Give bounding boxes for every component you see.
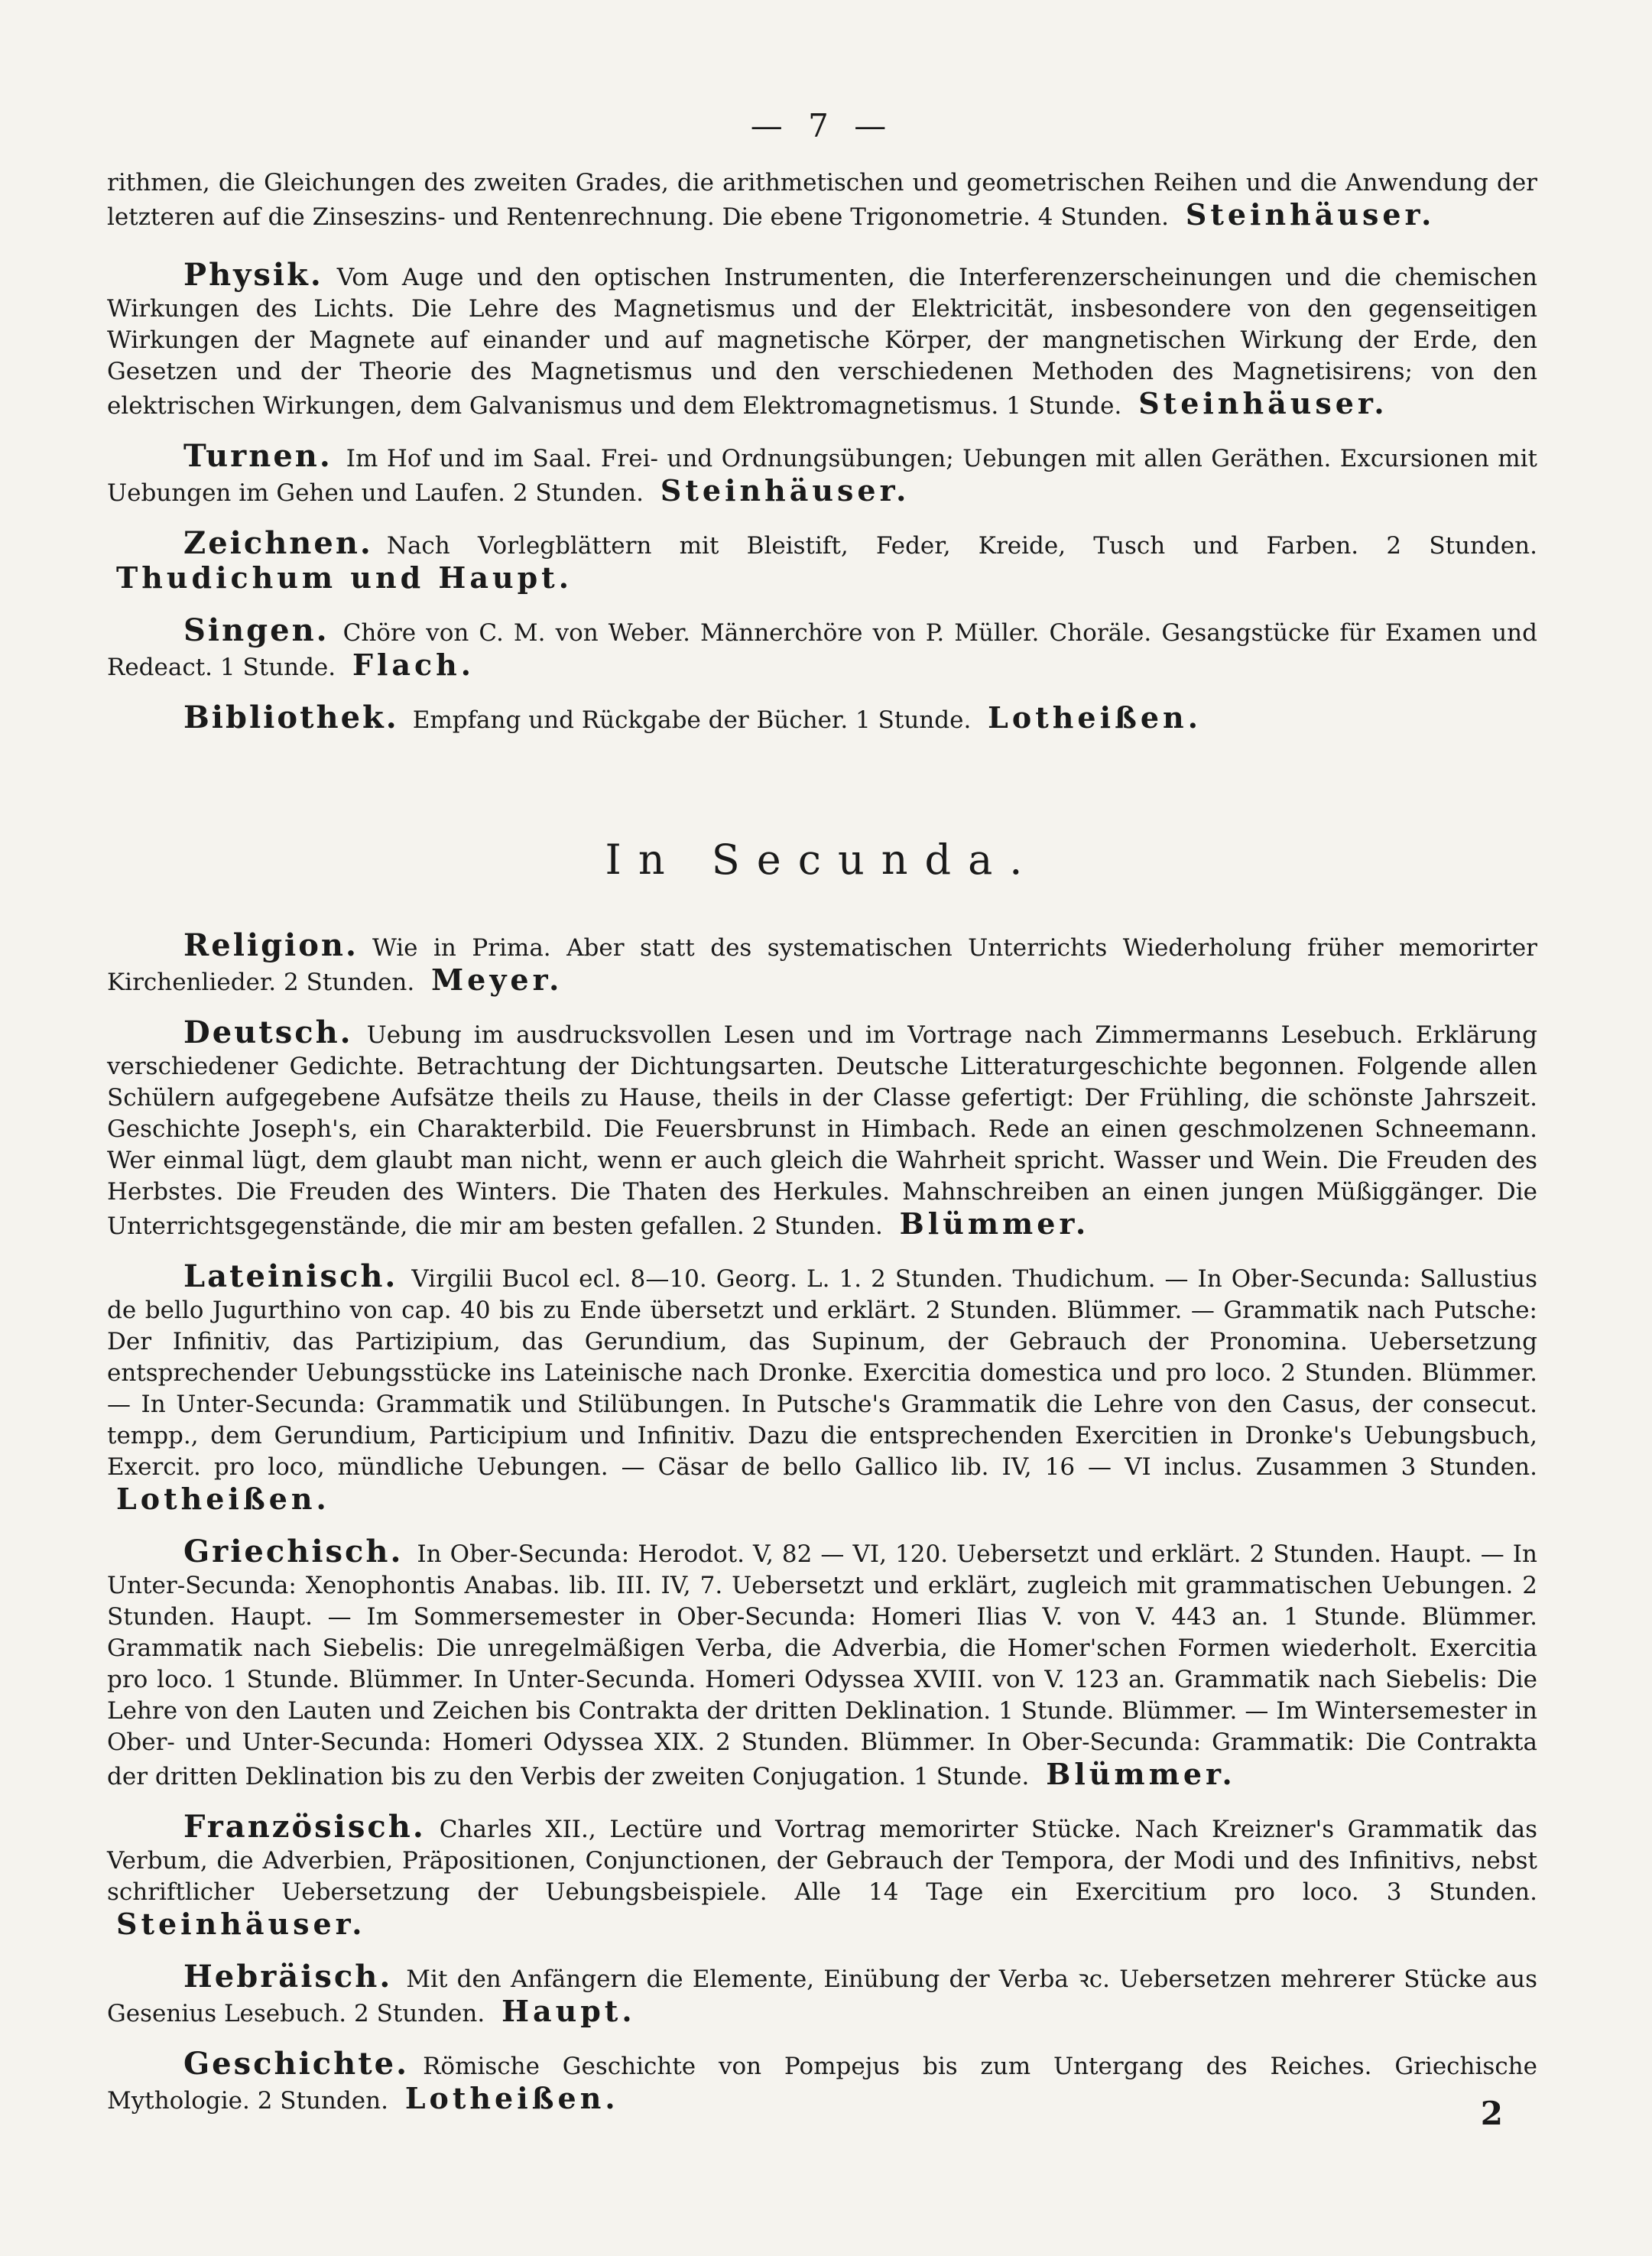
subject-heading: Religion. (183, 927, 359, 963)
teacher-name: Blümmer. (899, 1206, 1090, 1241)
subject-heading: Bibliothek. (183, 700, 399, 735)
subject-text: Nach Vorlegblättern mit Bleistift, Feder, Kreide, Tusch und Farben. 2 Stunden. (386, 532, 1537, 560)
subject-franzoesisch (107, 1811, 1537, 1943)
teacher-name: Lotheißen. (988, 700, 1202, 735)
subject-text: Empfang und Rückgabe der Bücher. 1 Stunde. (412, 706, 972, 734)
subject-heading: Hebräisch. (183, 1959, 393, 1995)
subject-heading: Griechisch. (183, 1534, 404, 1569)
subject-physik (107, 259, 1537, 422)
subject-heading: Zeichnen. (183, 525, 373, 561)
teacher-name: Steinhäuser. (1138, 386, 1388, 420)
subject-heading: Geschichte. (183, 2046, 410, 2082)
subject-singen (107, 612, 1537, 683)
subject-lateinisch (107, 1258, 1537, 1518)
teacher-name: Lotheißen. (116, 1482, 330, 1516)
teacher-name: Thudichum und Haupt. (116, 560, 573, 595)
subject-religion (107, 927, 1537, 998)
subject-bibliothek (107, 702, 1537, 736)
subject-heading: Französisch. (183, 1809, 426, 1845)
subject-griechisch (107, 1536, 1537, 1793)
subject-text: Römische Geschichte von Pompejus bis zum Untergang des Reiches. Griechische Mythologie. 2 Stunden. (107, 2053, 1537, 2115)
teacher-name: Blümmer. (1046, 1757, 1236, 1791)
intro-paragraph (107, 167, 1537, 233)
subject-text: Chöre von C. M. von Weber. Männerchöre von P. Müller. Choräle. Gesangstücke für Examen und Redeact. 1 Stunde. (107, 619, 1537, 681)
teacher-name: Lotheißen. (404, 2081, 619, 2115)
section-title: In Secunda. (605, 836, 1040, 884)
teacher-name: Meyer. (431, 962, 563, 997)
subject-heading: Deutsch. (183, 1014, 353, 1050)
teacher-name: Steinhäuser. (1185, 197, 1436, 232)
subject-deutsch (107, 1014, 1537, 1242)
teacher-name: Steinhäuser. (660, 473, 910, 508)
teacher-name: Flach. (352, 648, 475, 682)
subject-text: Vom Auge und den optischen Instrumenten, die Interferenzerscheinungen und die chemischen Wirkungen des Lichts. Die Lehre des Magnetismus und der Elektricität, insbesondere von den gegenseitigen Wirkungen der Magnete auf einander und auf magnetische Körper, der mangnetischen Wirkung der Erde, den Gesetzen und der Theorie des Magnetismus und den verschiedenen Methoden des Magnetisirens; von den elektrischen Wirkungen, dem Galvanismus und dem Elektromagnetismus. 1 Stunde. (107, 264, 1537, 420)
subject-heading: Singen. (183, 612, 329, 648)
teacher-name: Haupt. (501, 1994, 636, 2028)
subject-heading: Turnen. (183, 438, 333, 474)
subject-zeichnen (107, 527, 1537, 596)
subject-text: Mit den Anfängern die Elemente, Einübung der Verba ꝛc. Uebersetzen mehrerer Stücke aus Gesenius Lesebuch. 2 Stunden. (107, 1965, 1537, 2027)
subject-text: Charles XII., Lectüre und Vortrag memorirter Stücke. Nach Kreizner's Grammatik das Verbum, die Adverbien, Präpositionen, Conjunctionen, der Gebrauch der Tempora, der Modi und des Infinitivs, nebst schriftlicher Uebersetzung der Uebungsbeispiele. Alle 14 Tage ein Exercitium pro loco. 3 Stunden. (107, 1816, 1537, 1906)
subject-hebraeisch (107, 1961, 1537, 2030)
subject-text: Uebung im ausdrucksvollen Lesen und im Vortrage nach Zimmermanns Lesebuch. Erklärung verschiedener Gedichte. Betrachtung der Dichtungsarten. Deutsche Litteraturgeschichte begonnen. Folgende allen Schülern aufgegebene Aufsätze theils zu Hause, theils in der Classe gefertigt: Der Frühling, die schönste Jahrszeit. Geschichte Joseph's, ein Charakterbild. Die Feuersbrunst in Himbach. Rede an einen geschmolzenen Schneemann. Wer einmal lügt, dem glaubt man nicht, wenn er auch gleich die Wahrheit spricht. Wasser und Wein. Die Freuden des Herbstes. Die Freuden des Winters. Die Thaten des Herkules. Mahnschreiben an einen jungen Müßiggänger. Die Unterrichtsgegenstände, die mir am besten gefallen. 2 Stunden. (107, 1021, 1537, 1240)
subject-turnen (107, 440, 1537, 509)
subject-text: Im Hof und im Saal. Frei- und Ordnungsübungen; Uebungen mit allen Geräthen. Excursionen mit Uebungen im Gehen und Laufen. 2 Stunden. (107, 445, 1537, 507)
signature-mark: 2 (1480, 2095, 1503, 2132)
subject-geschichte (107, 2048, 1537, 2117)
subject-heading: Lateinisch. (183, 1258, 398, 1294)
subject-heading: Physik. (183, 257, 323, 293)
subject-text: Virgilii Bucol ecl. 8—10. Georg. L. 1. 2 Stunden. Thudichum. — In Ober-Secunda: Sallustius de bello Jugurthino von cap. 40 bis zu Ende übersetzt und erklärt. 2 Stunden. Blümmer. — Grammatik nach Putsche: Der Infinitiv, das Partizipium, das Gerundium, das Supinum, der Gebrauch der Pronomina. Uebersetzung entsprechender Uebungsstücke ins Lateinische nach Dronke. Exercitia domestica und pro loco. 2 Stunden. Blümmer. — In Unter-Secunda: Grammatik und Stilübungen. In Putsche's Grammatik die Lehre von den Casus, der consecut. tempp., dem Gerundium, Participium und Infinitiv. Dazu die entsprechenden Exercitien in Dronke's Uebungsbuch, Exercit. pro loco, mündliche Uebungen. — Cäsar de bello Gallico lib. IV, 16 — VI inclus. Zusammen 3 Stunden. (107, 1265, 1537, 1481)
intro-text: rithmen, die Gleichungen des zweiten Grades, die arithmetischen und geometrischen Reihen und die Anwendung der letzteren auf die Zinseszins- und Rentenrechnung. Die ebene Trigonometrie. 4 Stunden. (107, 169, 1537, 231)
subject-text: Wie in Prima. Aber statt des systematischen Unterrichts Wiederholung früher memorirter Kirchenlieder. 2 Stunden. (107, 934, 1537, 996)
teacher-name: Steinhäuser. (116, 1907, 366, 1941)
page-number: — 7 — (750, 107, 894, 144)
subject-text: In Ober-Secunda: Herodot. V, 82 — VI, 120. Uebersetzt und erklärt. 2 Stunden. Haupt. — In Unter-Secunda: Xenophontis Anabas. lib. III. IV, 7. Uebersetzt und erklärt, zugleich mit grammatischen Uebungen. 2 Stunden. Haupt. — Im Sommersemester in Ober-Secunda: Homeri Ilias V. von V. 443 an. 1 Stunde. Blümmer. Grammatik nach Siebelis: Die unregelmäßigen Verba, die Adverbia, die Homer'schen Formen wiederholt. Exercitia pro loco. 1 Stunde. Blümmer. In Unter-Secunda. Homeri Odyssea XVIII. von V. 123 an. Grammatik nach Siebelis: Die Lehre von den Lauten und Zeichen bis Contrakta der dritten Deklination. 1 Stunde. Blümmer. — Im Wintersemester in Ober- und Unter-Secunda: Homeri Odyssea XIX. 2 Stunden. Blümmer. In Ober-Secunda: Grammatik: Die Contrakta der dritten Deklination bis zu den Verbis der zweiten Conjugation. 1 Stunde. (107, 1540, 1537, 1790)
